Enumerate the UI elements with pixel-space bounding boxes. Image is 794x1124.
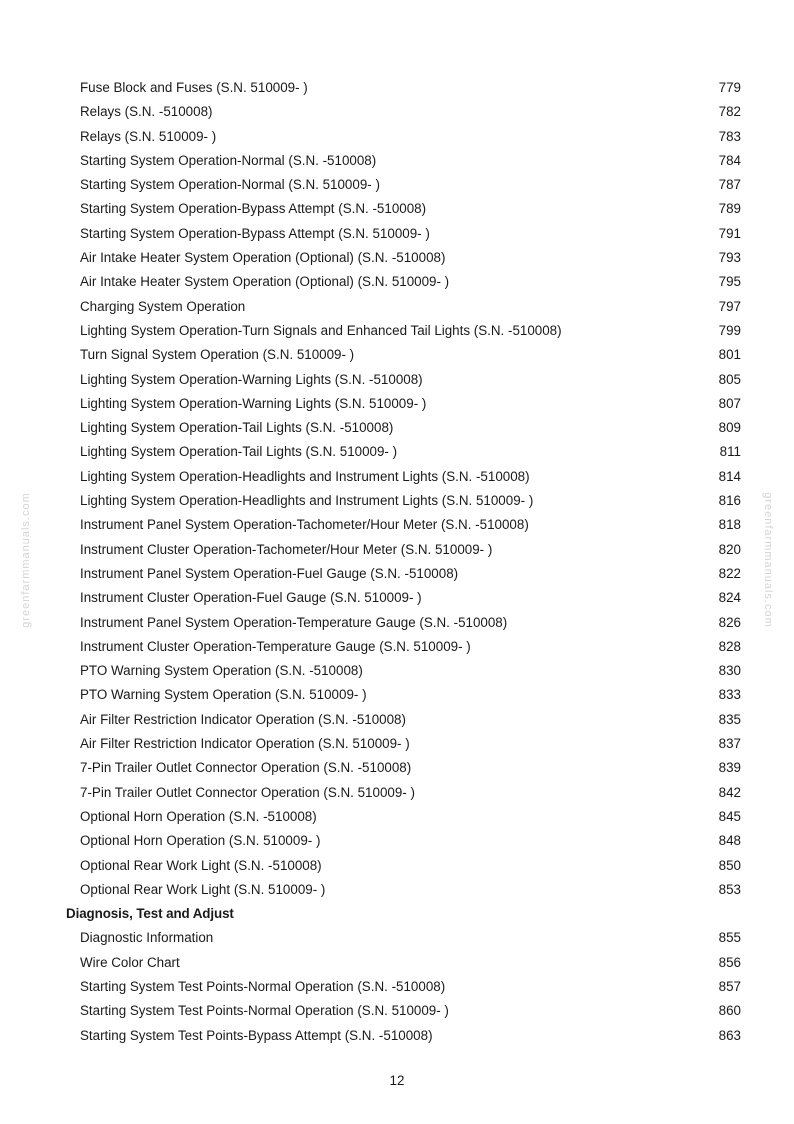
toc-entry-page: 857: [718, 978, 741, 994]
toc-entry[interactable]: [0, 999, 794, 1023]
toc-entry-title: Starting System Test Points-Normal Operation (S.N. 510009- ): [80, 1003, 449, 1019]
toc-entry[interactable]: [0, 562, 794, 586]
toc-entry[interactable]: [0, 392, 794, 416]
toc-entry[interactable]: [0, 319, 794, 343]
toc-section-heading: [0, 902, 794, 926]
toc-entry-page: 848: [718, 833, 741, 849]
table-of-contents: [0, 76, 794, 1048]
toc-entry-title: Starting System Test Points-Bypass Attempt (S.N. -510008): [80, 1027, 433, 1043]
toc-entry-title: Instrument Cluster Operation-Temperature Gauge (S.N. 510009- ): [80, 638, 471, 654]
toc-entry[interactable]: [0, 854, 794, 878]
toc-entry-title: Lighting System Operation-Warning Lights (S.N. 510009- ): [80, 395, 427, 411]
toc-entry[interactable]: [0, 756, 794, 780]
toc-entry-title: Lighting System Operation-Headlights and Instrument Lights (S.N. -510008): [80, 468, 530, 484]
toc-entry-title: Lighting System Operation-Headlights and Instrument Lights (S.N. 510009- ): [80, 493, 534, 509]
toc-entry-title: Lighting System Operation-Turn Signals and Enhanced Tail Lights (S.N. -510008): [80, 322, 562, 338]
toc-entry[interactable]: [0, 270, 794, 294]
toc-entry[interactable]: [0, 586, 794, 610]
toc-entry[interactable]: [0, 149, 794, 173]
toc-entry[interactable]: [0, 343, 794, 367]
watermark-left: greenfarmmanuals.com: [20, 492, 32, 628]
toc-entry[interactable]: [0, 125, 794, 149]
toc-entry-title: Starting System Operation-Bypass Attempt (S.N. -510008): [80, 201, 427, 217]
toc-entry-title: Instrument Panel System Operation-Tachometer/Hour Meter (S.N. -510008): [80, 517, 529, 533]
toc-entry-page: 850: [718, 857, 741, 873]
toc-entry[interactable]: [0, 878, 794, 902]
toc-entry[interactable]: [0, 683, 794, 707]
toc-entry-page: 814: [718, 468, 741, 484]
toc-entry-page: 805: [718, 371, 741, 387]
toc-entry[interactable]: [0, 197, 794, 221]
toc-entry[interactable]: [0, 100, 794, 124]
toc-entry[interactable]: [0, 975, 794, 999]
toc-entry-page: 811: [719, 444, 741, 460]
toc-entry-page: 826: [718, 614, 741, 630]
toc-entry[interactable]: [0, 708, 794, 732]
toc-entry[interactable]: [0, 295, 794, 319]
toc-entry-page: 799: [718, 322, 741, 338]
toc-entry-page: 853: [718, 881, 741, 897]
toc-entry-page: 833: [718, 687, 741, 703]
toc-entry-title: Instrument Cluster Operation-Fuel Gauge (S.N. 510009- ): [80, 590, 422, 606]
toc-entry[interactable]: [0, 513, 794, 537]
toc-entry-page: 793: [718, 250, 741, 266]
toc-entry-title: PTO Warning System Operation (S.N. -510008): [80, 663, 363, 679]
toc-entry-title: Optional Rear Work Light (S.N. -510008): [80, 857, 322, 873]
toc-entry-page: 791: [718, 225, 741, 241]
toc-entry-title: Starting System Test Points-Normal Operation (S.N. -510008): [80, 978, 446, 994]
toc-entry-page: 782: [718, 104, 741, 120]
toc-entry-page: 795: [718, 274, 741, 290]
toc-entry-title: Optional Rear Work Light (S.N. 510009- ): [80, 881, 326, 897]
toc-entry[interactable]: [0, 805, 794, 829]
section-title: Diagnosis, Test and Adjust: [66, 906, 234, 922]
toc-entry[interactable]: [0, 951, 794, 975]
toc-entry[interactable]: [0, 829, 794, 853]
toc-entry[interactable]: [0, 222, 794, 246]
toc-entry-page: 822: [718, 565, 741, 581]
toc-entry-page: 779: [718, 80, 741, 95]
toc-entry-page: 837: [718, 736, 741, 752]
toc-entry-page: 855: [718, 930, 741, 946]
toc-entry-page: 845: [718, 808, 741, 824]
toc-entry[interactable]: [0, 416, 794, 440]
toc-entry[interactable]: [0, 538, 794, 562]
toc-entry-page: 818: [718, 517, 741, 533]
toc-entry-page: 816: [718, 493, 741, 509]
toc-entry[interactable]: [0, 635, 794, 659]
toc-entry[interactable]: [0, 368, 794, 392]
toc-entry-title: Air Filter Restriction Indicator Operation (S.N. -510008): [80, 711, 406, 727]
toc-entry[interactable]: [0, 611, 794, 635]
toc-entry-title: Diagnostic Information: [80, 930, 214, 946]
toc-entry-title: Instrument Cluster Operation-Tachometer/Hour Meter (S.N. 510009- ): [80, 541, 493, 557]
toc-entry-page: 783: [718, 128, 741, 144]
toc-entry-title: Air Filter Restriction Indicator Operation (S.N. 510009- ): [80, 736, 410, 752]
toc-entry-page: 830: [718, 663, 741, 679]
toc-entry[interactable]: [0, 781, 794, 805]
toc-entry-title: 7-Pin Trailer Outlet Connector Operation (S.N. -510008): [80, 760, 412, 776]
toc-entry-title: Wire Color Chart: [80, 954, 180, 970]
toc-entry[interactable]: [0, 246, 794, 270]
toc-entry-page: 787: [718, 177, 741, 193]
page-number: 12: [389, 1073, 405, 1088]
toc-entry-title: Relays (S.N. 510009- ): [80, 128, 217, 144]
toc-entry-title: 7-Pin Trailer Outlet Connector Operation (S.N. 510009- ): [80, 784, 415, 800]
toc-entry-title: Air Intake Heater System Operation (Optional) (S.N. -510008): [80, 250, 446, 266]
toc-entry[interactable]: [0, 659, 794, 683]
toc-entry-page: 820: [718, 541, 741, 557]
toc-entry[interactable]: [0, 465, 794, 489]
toc-entry-page: 801: [718, 347, 741, 363]
toc-entry-title: Turn Signal System Operation (S.N. 510009- ): [80, 347, 355, 363]
toc-entry-title: Starting System Operation-Normal (S.N. 510009- ): [80, 177, 380, 193]
toc-entry-title: Optional Horn Operation (S.N. 510009- ): [80, 833, 321, 849]
toc-entry-title: Starting System Operation-Normal (S.N. -510008): [80, 152, 377, 168]
toc-entry-page: 824: [718, 590, 741, 606]
toc-entry-title: Lighting System Operation-Warning Lights (S.N. -510008): [80, 371, 423, 387]
toc-entry-title: Instrument Panel System Operation-Fuel Gauge (S.N. -510008): [80, 565, 459, 581]
toc-entry-page: 809: [718, 420, 741, 436]
toc-entry-page: 839: [718, 760, 741, 776]
toc-entry-title: Instrument Panel System Operation-Temperature Gauge (S.N. -510008): [80, 614, 508, 630]
toc-entry-page: 856: [718, 954, 741, 970]
toc-entry-page: 807: [718, 395, 741, 411]
toc-entry-page: 835: [718, 711, 741, 727]
toc-entry-title: Starting System Operation-Bypass Attempt (S.N. 510009- ): [80, 225, 430, 241]
toc-entry[interactable]: [0, 1024, 794, 1048]
toc-entry-page: 828: [718, 638, 741, 654]
toc-entry-title: Lighting System Operation-Tail Lights (S.N. -510008): [80, 420, 394, 436]
toc-entry-page: 789: [718, 201, 741, 217]
watermark-right: greenfarmmanuals.com: [762, 492, 774, 628]
toc-entry[interactable]: [0, 732, 794, 756]
toc-entry-title: Relays (S.N. -510008): [80, 104, 213, 120]
toc-entry[interactable]: [0, 489, 794, 513]
toc-entry-title: Fuse Block and Fuses (S.N. 510009- ): [80, 80, 308, 95]
toc-entry-title: Optional Horn Operation (S.N. -510008): [80, 808, 317, 824]
toc-entry-page: 860: [718, 1003, 741, 1019]
toc-entry-title: Charging System Operation: [80, 298, 246, 314]
toc-entry-title: Lighting System Operation-Tail Lights (S.N. 510009- ): [80, 444, 398, 460]
toc-entry-page: 784: [718, 152, 741, 168]
toc-entry-page: 797: [718, 298, 741, 314]
toc-entry-title: Air Intake Heater System Operation (Optional) (S.N. 510009- ): [80, 274, 450, 290]
toc-entry-page: 842: [718, 784, 741, 800]
toc-entry-title: PTO Warning System Operation (S.N. 510009- ): [80, 687, 367, 703]
toc-entry[interactable]: [0, 926, 794, 950]
toc-entry-page: 863: [718, 1027, 741, 1043]
toc-entry[interactable]: [0, 76, 794, 100]
toc-entry[interactable]: [0, 173, 794, 197]
toc-entry[interactable]: [0, 440, 794, 464]
